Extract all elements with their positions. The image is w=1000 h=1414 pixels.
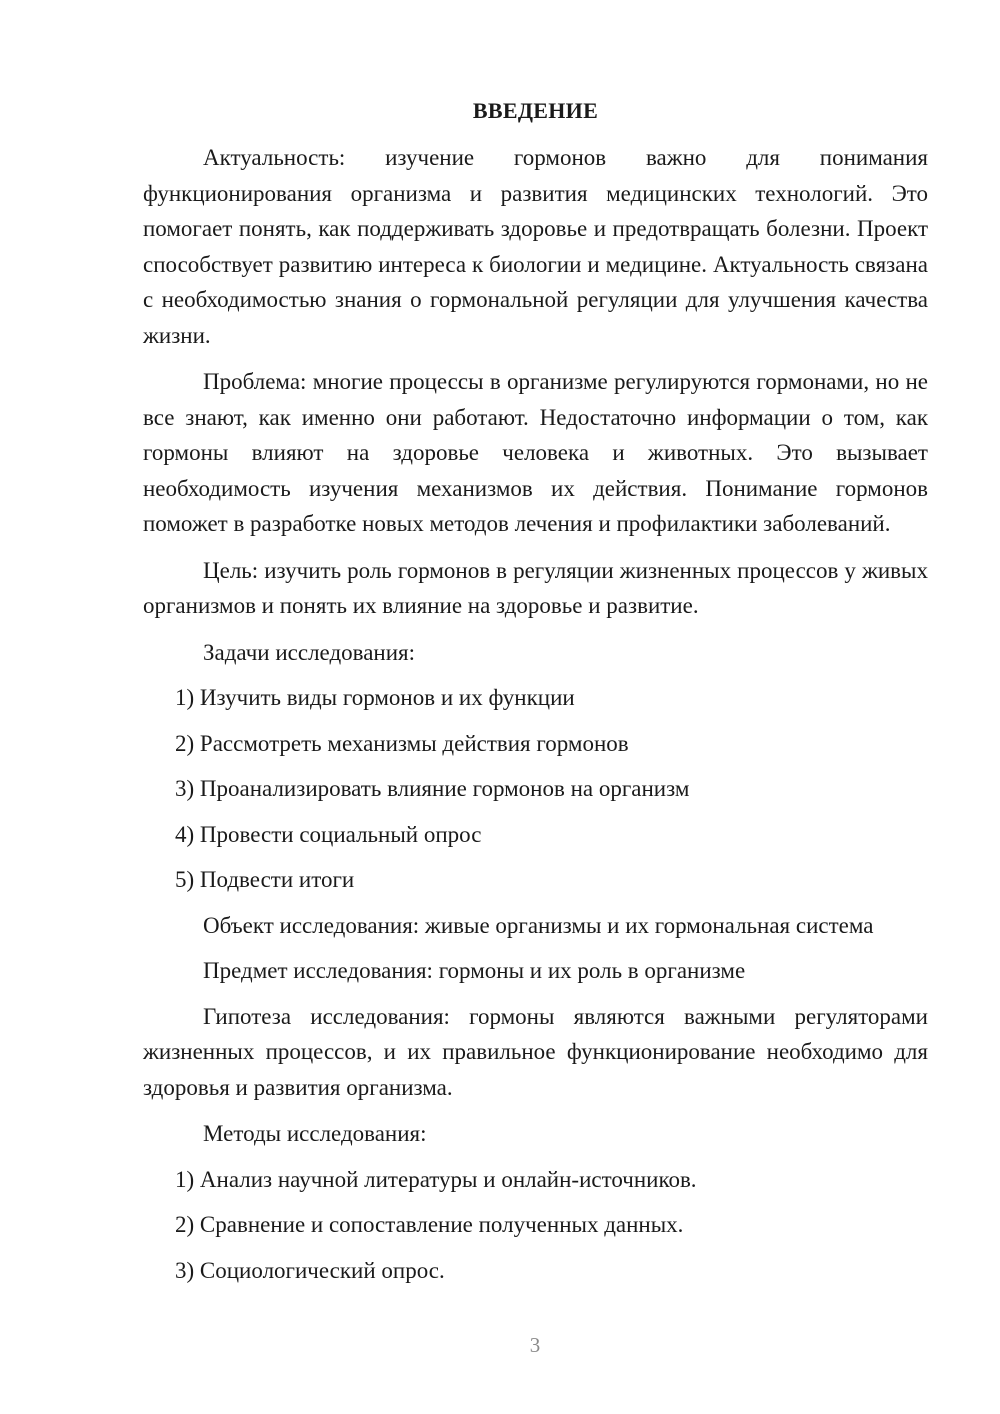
goal-paragraph: Цель: изучить роль гормонов в регуляции жизненных процессов у живых организмов и понять их влияние на здоровье и развитие. — [143, 557, 928, 618]
task-item: 3) Проанализировать влияние гормонов на организм — [175, 776, 690, 801]
page-number: 3 — [529, 1333, 541, 1357]
hypothesis-paragraph: Гипотеза исследования: гормоны являются важными регуляторами жизненных процессов, и их правильное функционирование необходимо для здоровья и развития организма. — [143, 1003, 928, 1100]
methods-list — [143, 1162, 928, 1289]
method-item: 3) Социологический опрос. — [175, 1257, 445, 1283]
methods-heading: Методы исследования: — [203, 1121, 427, 1146]
task-item: 5) Подвести итоги — [175, 867, 355, 892]
section-title: ВВЕДЕНИЕ — [472, 98, 599, 123]
method-item: 1) Анализ научной литературы и онлайн-источников. — [175, 1166, 697, 1192]
task-item: 1) Изучить виды гормонов и их функции — [175, 685, 575, 710]
relevance-paragraph: Актуальность: изучение гормонов важно для понимания функционирования организма и развития медицинских технологий. Это помогает понять, как поддерживать здоровье и предотвращать болезни. Проект способствует развитию интереса к биологии и медицине. Актуальность связана с необходимостью знания о гормональной регуляции для улучшения качества жизни. — [143, 145, 928, 348]
task-item: 4) Провести социальный опрос — [175, 821, 482, 847]
problem-paragraph: Проблема: многие процессы в организме регулируются гормонами, но не все знают, как именно они работают. Недостаточно информации о том, как гормоны влияют на здоровье человека и животных. Это вызывает необходимость изучения механизмов их действия. Понимание гормонов поможет в разработке новых методов лечения и профилактики заболеваний. — [143, 369, 928, 536]
research-subject: Предмет исследования: гормоны и их роль в организме — [203, 958, 746, 983]
research-object: Объект исследования: живые организмы и их гормональная система — [203, 912, 874, 938]
method-item: 2) Сравнение и сопоставление полученных данных. — [175, 1212, 684, 1237]
tasks-heading: Задачи исследования: — [203, 639, 416, 665]
tasks-list — [143, 680, 928, 898]
page-content — [143, 96, 928, 1298]
task-item: 2) Рассмотреть механизмы действия гормонов — [175, 730, 629, 756]
